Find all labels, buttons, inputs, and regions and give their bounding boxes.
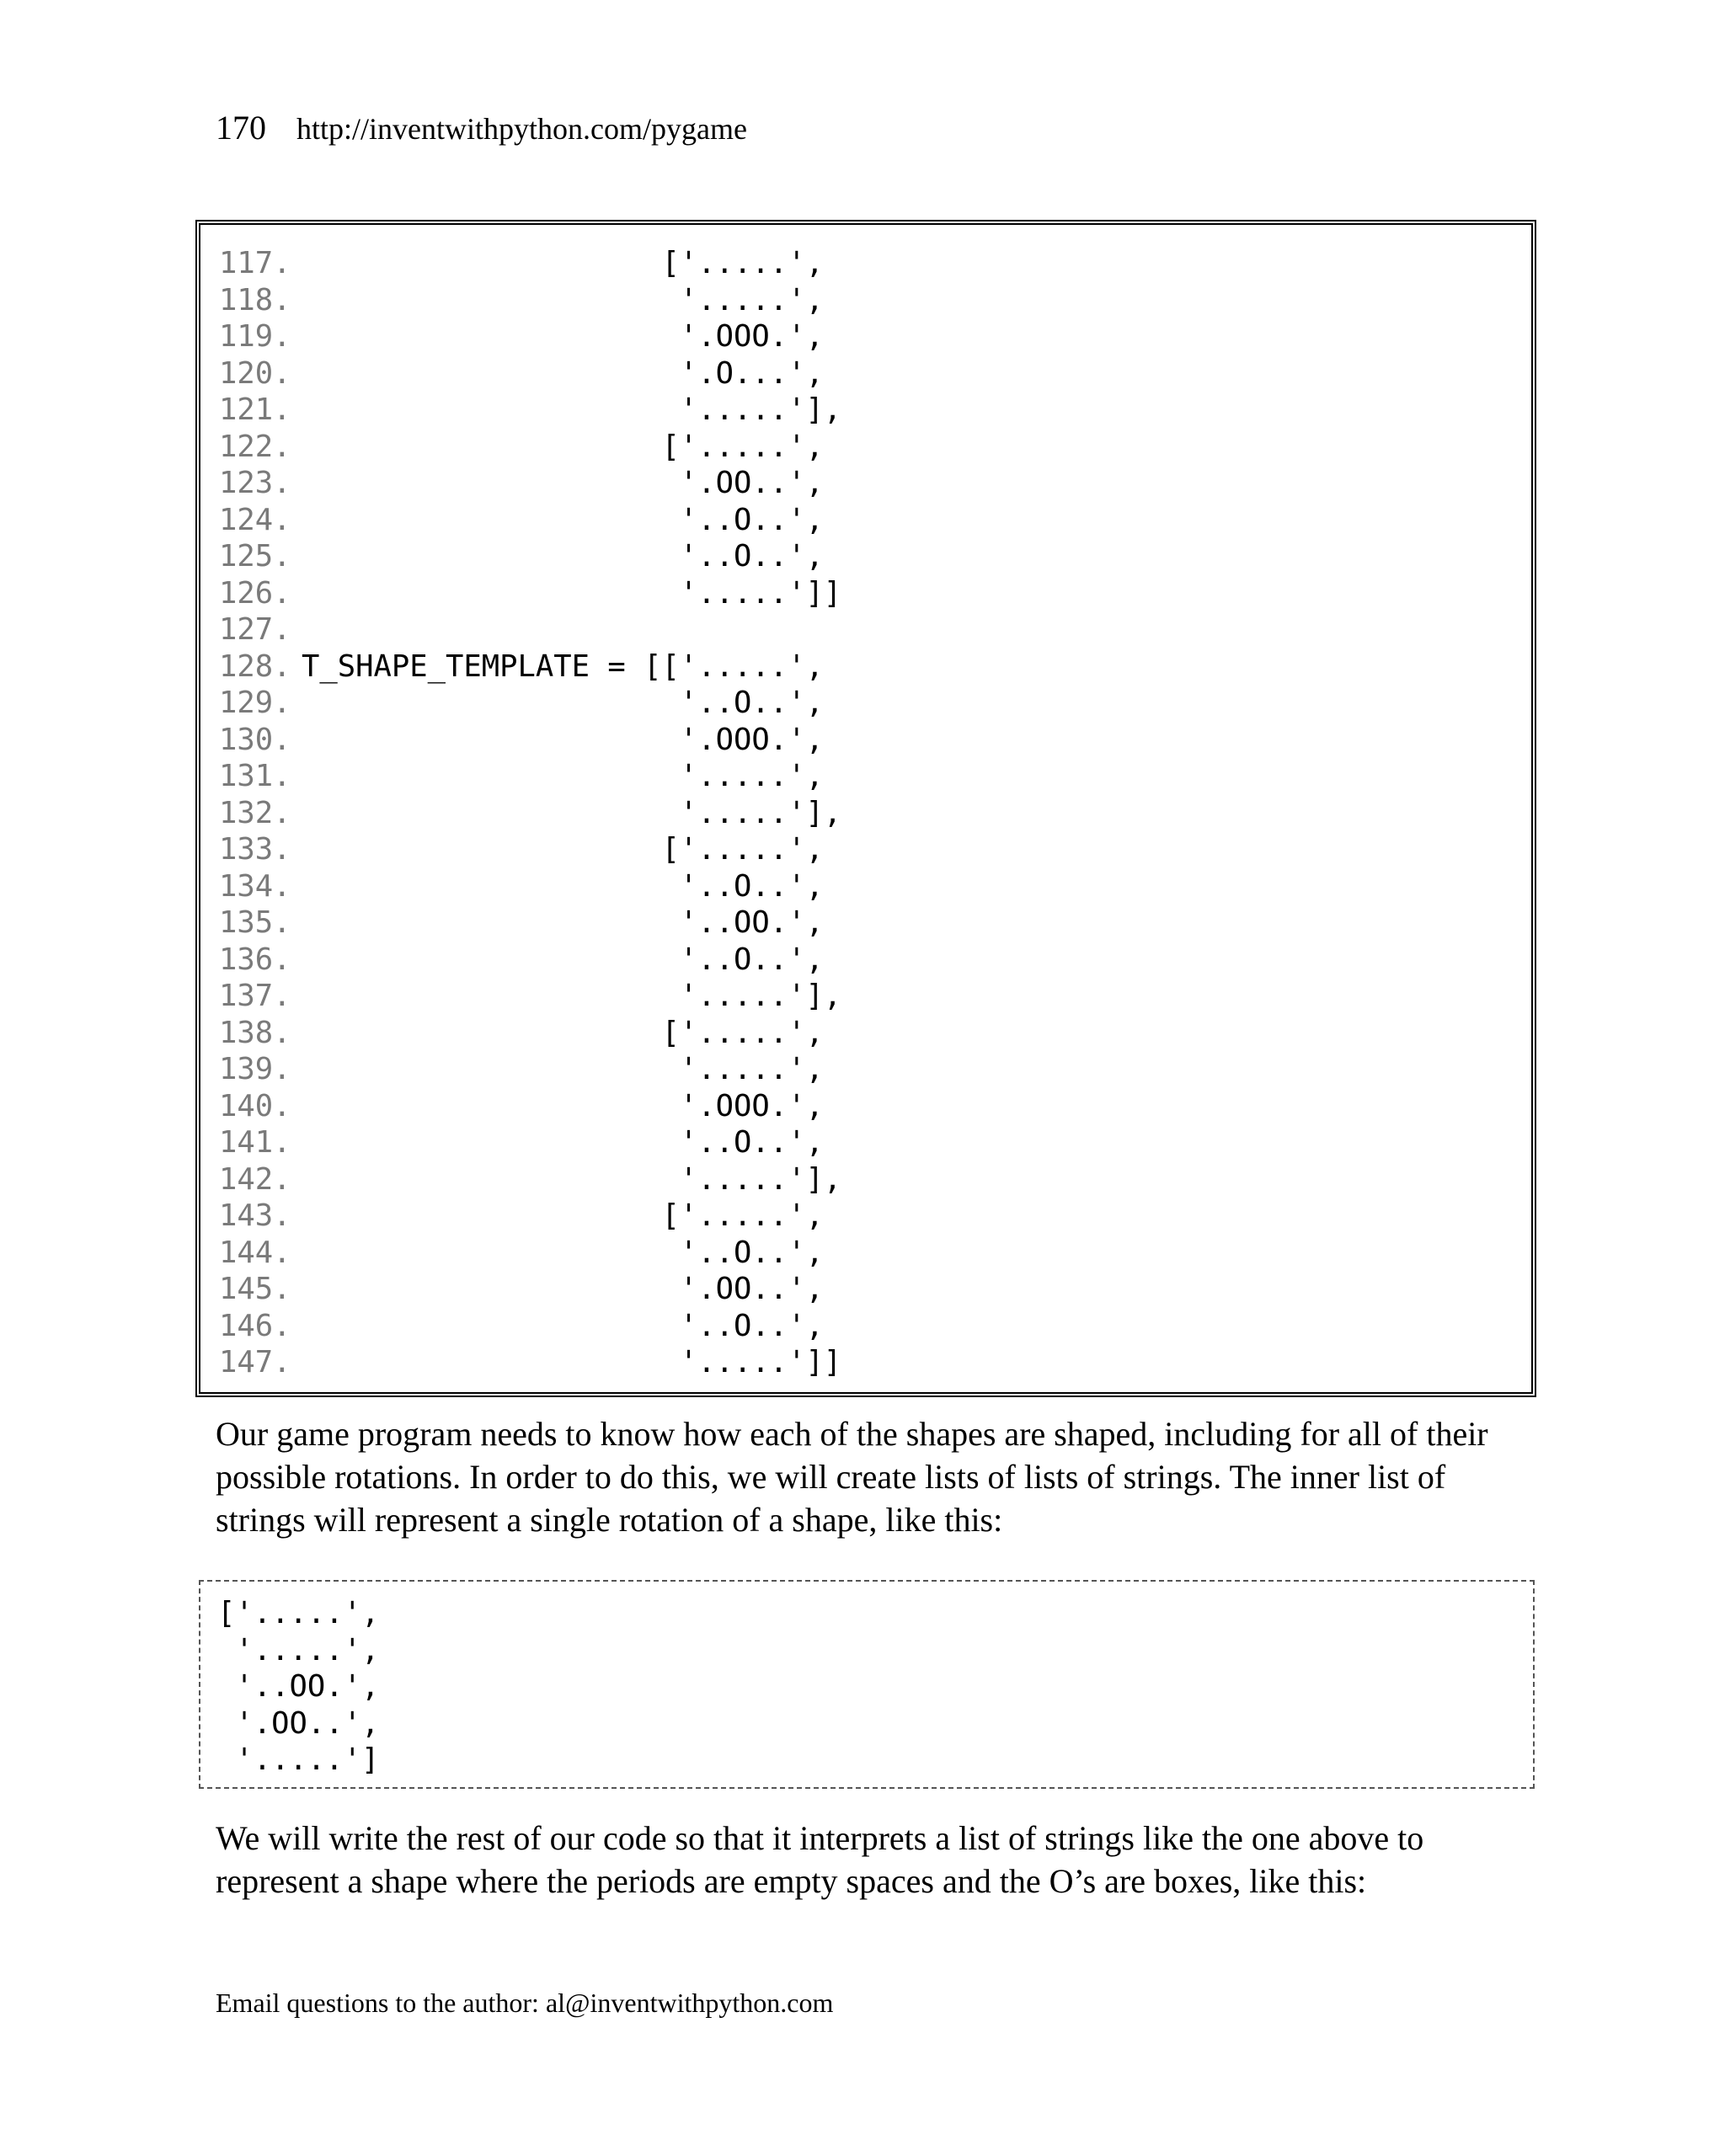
line-code: '.....']] (302, 575, 842, 611)
line-code: ['.....', (302, 1198, 824, 1233)
line-number: 141. (219, 1125, 291, 1160)
code-line (219, 942, 1531, 979)
paragraph-line: represent a shape where the periods are empty spaces and the O’s are boxes, like this: (216, 1862, 1367, 1900)
code-line (219, 1015, 1531, 1052)
page-number: 170 (216, 109, 266, 147)
paragraph-interpretation (216, 1817, 1546, 1903)
line-number: 143. (219, 1198, 291, 1233)
code-line (219, 905, 1531, 942)
line-number: 134. (219, 868, 291, 904)
line-number: 147. (219, 1345, 291, 1380)
paragraph-line: possible rotations. In order to do this, we will create lists of lists of strings. The inner list of (216, 1458, 1446, 1496)
code-line (219, 245, 1531, 282)
line-code: ['.....', (302, 429, 824, 464)
paragraph-line: Our game program needs to know how each of the shapes are shaped, including for all of their (216, 1415, 1488, 1453)
line-code: '.....'], (302, 1161, 842, 1197)
line-number: 133. (219, 832, 291, 867)
code-line (219, 722, 1531, 759)
line-number: 120. (219, 355, 291, 391)
line-code: ['.....', (302, 832, 824, 867)
line-code: '.OOO.', (302, 319, 824, 354)
line-code: '.....'], (302, 795, 842, 830)
line-number: 128. (219, 648, 291, 684)
line-code: '..O..', (302, 942, 824, 977)
paragraph-line: We will write the rest of our code so that it interprets a list of strings like the one above to (216, 1819, 1424, 1857)
line-number: 129. (219, 686, 291, 720)
line-code: ['.....', (302, 246, 824, 280)
paragraph-line: strings will represent a single rotation of a shape, like this: (216, 1501, 1003, 1539)
code-line (219, 1235, 1531, 1272)
line-code: '.....', (302, 1052, 824, 1086)
code-line: '.....', (217, 1632, 380, 1668)
code-line (219, 1161, 1531, 1198)
line-number: 138. (219, 1015, 291, 1050)
line-code: '.....'], (302, 979, 842, 1013)
code-line (219, 1088, 1531, 1125)
line-code: '.O...', (302, 355, 824, 391)
line-code: '.....', (302, 282, 824, 318)
code-line (219, 1308, 1531, 1345)
paragraph-shapes-explanation (216, 1412, 1546, 1541)
header-url: http://inventwithpython.com/pygame (296, 112, 747, 146)
code-line (219, 868, 1531, 905)
line-code: '..O..', (302, 1308, 824, 1343)
code-line (219, 648, 1531, 686)
code-line (219, 831, 1531, 868)
code-listing (195, 220, 1536, 1397)
code-line (219, 575, 1531, 612)
line-number: 136. (219, 942, 291, 977)
line-code: '..O..', (302, 868, 824, 904)
line-number: 126. (219, 575, 291, 611)
line-number: 144. (219, 1235, 291, 1270)
code-line (219, 1124, 1531, 1161)
code-line (219, 611, 1531, 648)
page-header (216, 108, 747, 147)
line-code: '..O..', (302, 686, 824, 720)
line-number: 139. (219, 1052, 291, 1086)
code-line (219, 1344, 1531, 1381)
line-number: 145. (219, 1272, 291, 1306)
line-number: 121. (219, 392, 291, 427)
code-line (219, 282, 1531, 319)
line-number: 146. (219, 1308, 291, 1343)
line-number: 123. (219, 466, 291, 500)
code-line (219, 1271, 1531, 1308)
line-code: '..O..', (302, 1235, 824, 1270)
line-code: ['.....', (302, 1015, 824, 1050)
code-line (219, 538, 1531, 575)
code-line (219, 1051, 1531, 1088)
line-code: '.....', (302, 759, 824, 793)
code-line (219, 355, 1531, 392)
code-line (219, 1198, 1531, 1235)
line-code: '.OOO.', (302, 722, 824, 757)
line-number: 137. (219, 979, 291, 1013)
line-code: '.OOO.', (302, 1088, 824, 1123)
line-number: 122. (219, 429, 291, 464)
code-line (219, 685, 1531, 722)
line-number: 132. (219, 795, 291, 830)
line-number: 118. (219, 282, 291, 318)
line-code: '.....'], (302, 392, 842, 427)
code-line (219, 978, 1531, 1015)
code-line: '.....'] (217, 1742, 380, 1777)
code-line (219, 465, 1531, 502)
line-number: 140. (219, 1088, 291, 1123)
line-code: '..OO.', (302, 905, 824, 940)
line-code: '..O..', (302, 1125, 824, 1160)
page-footer: Email questions to the author: al@inventwithpython.com (216, 1988, 834, 2018)
line-number: 135. (219, 905, 291, 940)
line-number: 127. (219, 612, 291, 647)
code-line: '.OO..', (217, 1705, 380, 1741)
line-number: 130. (219, 722, 291, 757)
line-number: 125. (219, 539, 291, 574)
code-line (219, 758, 1531, 795)
line-code: T_SHAPE_TEMPLATE = [['.....', (302, 648, 824, 684)
line-number: 142. (219, 1161, 291, 1197)
code-line (219, 502, 1531, 539)
code-line: ['.....', (217, 1596, 380, 1630)
line-code: '..O..', (302, 502, 824, 537)
code-line: '..OO.', (217, 1669, 380, 1704)
line-code: '.OO..', (302, 1272, 824, 1306)
line-code: '..O..', (302, 539, 824, 574)
line-number: 124. (219, 502, 291, 537)
line-code: '.OO..', (302, 466, 824, 500)
code-line (219, 392, 1531, 429)
line-code: '.....']] (302, 1345, 842, 1380)
line-number: 117. (219, 246, 291, 280)
line-number: 119. (219, 319, 291, 354)
code-line (219, 318, 1531, 355)
code-line (219, 795, 1531, 832)
line-number: 131. (219, 759, 291, 793)
code-example (199, 1580, 1535, 1789)
code-line (219, 429, 1531, 466)
